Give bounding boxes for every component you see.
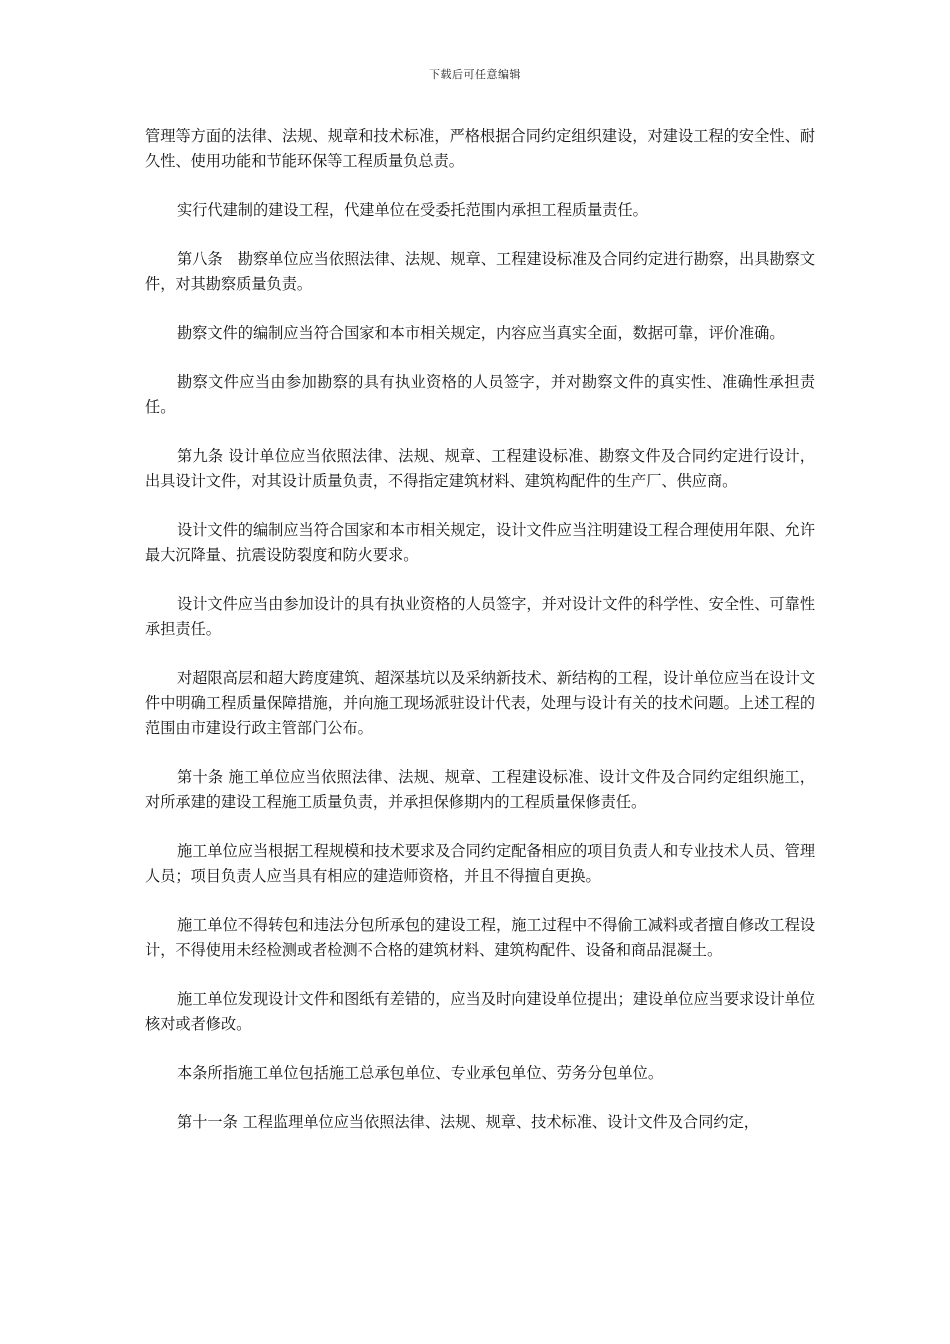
paragraph-article-8: 第八条 勘察单位应当依照法律、法规、规章、工程建设标准及合同约定进行勘察，出具勘察文件，对其勘察质量负责。 xyxy=(145,250,815,293)
paragraph-4: 勘察文件的编制应当符合国家和本市相关规定，内容应当真实全面，数据可靠，评价准确。 xyxy=(177,324,785,342)
paragraph-article-10: 第十条 施工单位应当依照法律、法规、规章、工程建设标准、设计文件及合同约定组织施工，对所承建的建设工程施工质量负责，并承担保修期内的工程质量保修责任。 xyxy=(145,768,815,811)
paragraph-5: 勘察文件应当由参加勘察的具有执业资格的人员签字，并对勘察文件的真实性、准确性承担责任。 xyxy=(145,373,815,416)
paragraph-article-11: 第十一条 工程监理单位应当依照法律、法规、规章、技术标准、设计文件及合同约定， xyxy=(177,1113,759,1131)
paragraph-1: 管理等方面的法律、法规、规章和技术标准，严格根据合同约定组织建设，对建设工程的安全性、耐久性、使用功能和节能环保等工程质量负总责。 xyxy=(145,127,815,170)
paragraph-12: 施工单位不得转包和违法分包所承包的建设工程，施工过程中不得偷工减料或者擅自修改工程设计，不得使用未经检测或者检测不合格的建筑材料、建筑构配件、设备和商品混凝土。 xyxy=(145,916,815,959)
paragraph-2: 实行代建制的建设工程，代建单位在受委托范围内承担工程质量责任。 xyxy=(177,201,648,219)
paragraph-13: 施工单位发现设计文件和图纸有差错的，应当及时向建设单位提出；建设单位应当要求设计单位核对或者修改。 xyxy=(145,990,815,1033)
paragraph-9: 对超限高层和超大跨度建筑、超深基坑以及采纳新技术、新结构的工程，设计单位应当在设计文件中明确工程质量保障措施，并向施工现场派驻设计代表，处理与设计有关的技术问题。上述工程的范围由市建设行政主管部门公布。 xyxy=(145,669,815,737)
paragraph-article-9: 第九条 设计单位应当依照法律、法规、规章、工程建设标准、勘察文件及合同约定进行设计，出具设计文件，对其设计质量负责，不得指定建筑材料、建筑构配件的生产厂、供应商。 xyxy=(145,447,815,490)
paragraph-7: 设计文件的编制应当符合国家和本市相关规定，设计文件应当注明建设工程合理使用年限、允许最大沉降量、抗震设防裂度和防火要求。 xyxy=(145,521,815,564)
paragraph-14: 本条所指施工单位包括施工总承包单位、专业承包单位、劳务分包单位。 xyxy=(177,1064,663,1082)
paragraph-8: 设计文件应当由参加设计的具有执业资格的人员签字，并对设计文件的科学性、安全性、可靠性承担责任。 xyxy=(145,595,815,638)
page-header: 下载后可任意编辑 xyxy=(429,68,521,81)
document-body xyxy=(145,124,815,1159)
paragraph-11: 施工单位应当根据工程规模和技术要求及合同约定配备相应的项目负责人和专业技术人员、管理人员；项目负责人应当具有相应的建造师资格，并且不得擅自更换。 xyxy=(145,842,815,885)
